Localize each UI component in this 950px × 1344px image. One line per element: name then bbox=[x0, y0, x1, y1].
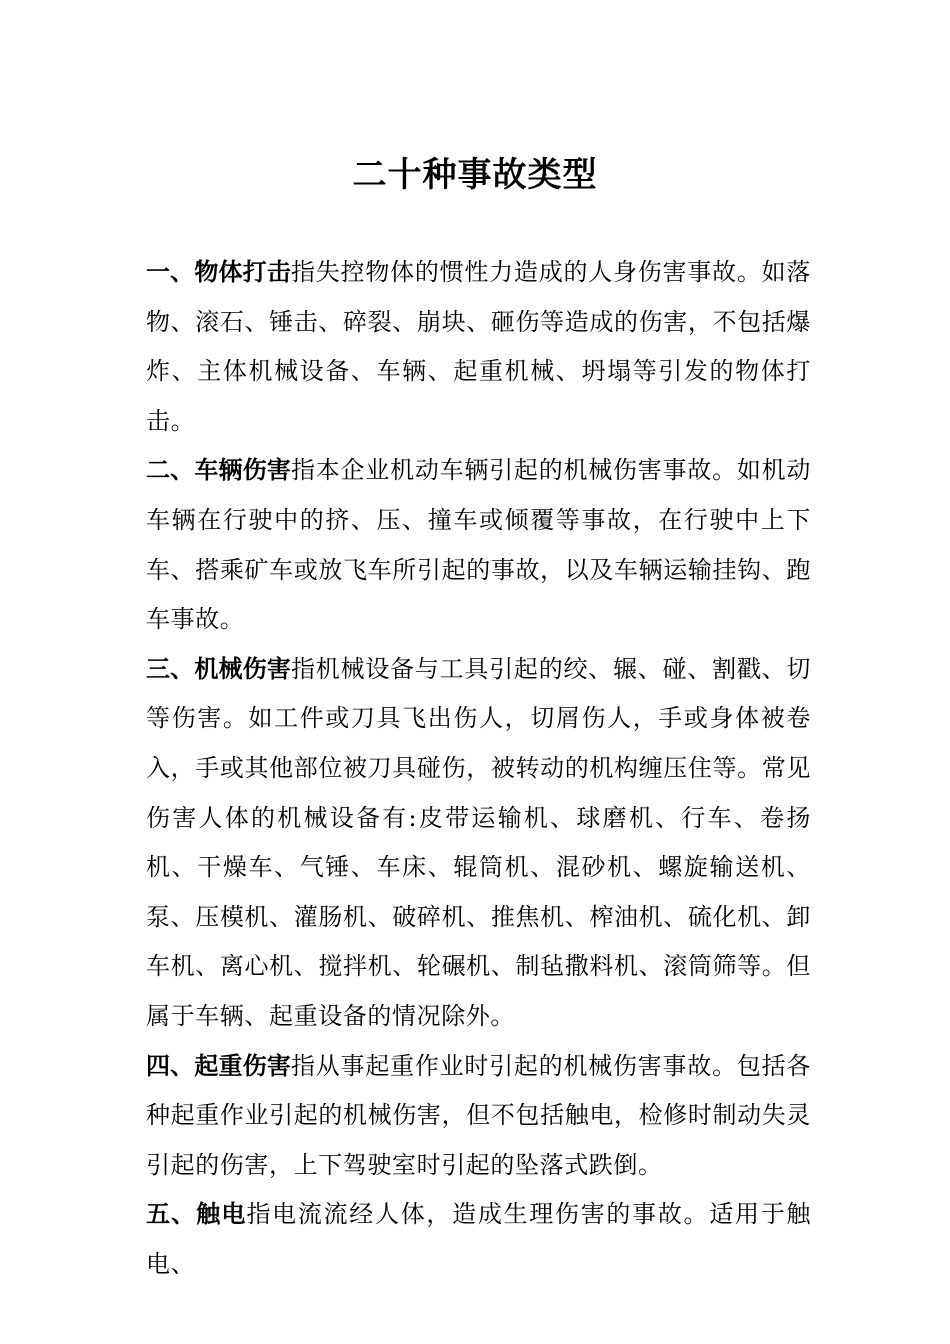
section-paragraph bbox=[146, 446, 811, 644]
section-paragraph bbox=[146, 1190, 811, 1289]
section-text: 指电流流经人体，造成生理伤害的事故。适用于触电、 bbox=[146, 1200, 812, 1278]
document-title: 二十种事故类型 bbox=[352, 155, 598, 195]
section-text: 指机械设备与工具引起的绞、辗、碰、割戳、切等伤害。如工件或刀具飞出伤人，切屑伤人，手或身体被卷入，手或其他部位被刀具碰伤，被转动的机构缠压住等。常见伤害人体的机械设备有:皮带运输机、球磨机、行车、卷扬机、干燥车、气锤、车床、辊筒机、混砂机、螺旋输送机、泵、压模机、灌肠机、破碎机、推焦机、榨油机、硫化机、卸车机、离心机、搅拌机、轮碾机、制毡撒料机、滚筒筛等。但属于车辆、起重设备的情况除外。 bbox=[146, 654, 811, 1030]
section-paragraph bbox=[146, 248, 811, 446]
section-text: 指从事起重作业时引起的机械伤害事故。包括各种起重作业引起的机械伤害，但不包括触电，检修时制动失灵引起的伤害，上下驾驶室时引起的坠落式跌倒。 bbox=[146, 1051, 811, 1179]
section-text: 指本企业机动车辆引起的机械伤害事故。如机动车辆在行驶中的挤、压、撞车或倾覆等事故，在行驶中上下车、搭乘矿车或放飞车所引起的事故，以及车辆运输挂钩、跑车事故。 bbox=[146, 456, 811, 634]
section-heading: 二、车辆伤害 bbox=[146, 456, 292, 485]
section-text: 指失控物体的惯性力造成的人身伤害事故。如落物、滚石、锤击、碎裂、崩块、砸伤等造成的伤害，不包括爆炸、主体机械设备、车辆、起重机械、坍塌等引发的物体打击。 bbox=[146, 258, 811, 435]
section-heading: 一、物体打击 bbox=[146, 258, 292, 286]
section-heading: 五、触电 bbox=[146, 1200, 247, 1229]
section-paragraph bbox=[146, 1042, 811, 1191]
section-heading: 四、起重伤害 bbox=[146, 1051, 292, 1080]
document-body bbox=[146, 248, 811, 1289]
section-heading: 三、机械伤害 bbox=[146, 654, 292, 683]
section-paragraph bbox=[146, 645, 811, 1042]
